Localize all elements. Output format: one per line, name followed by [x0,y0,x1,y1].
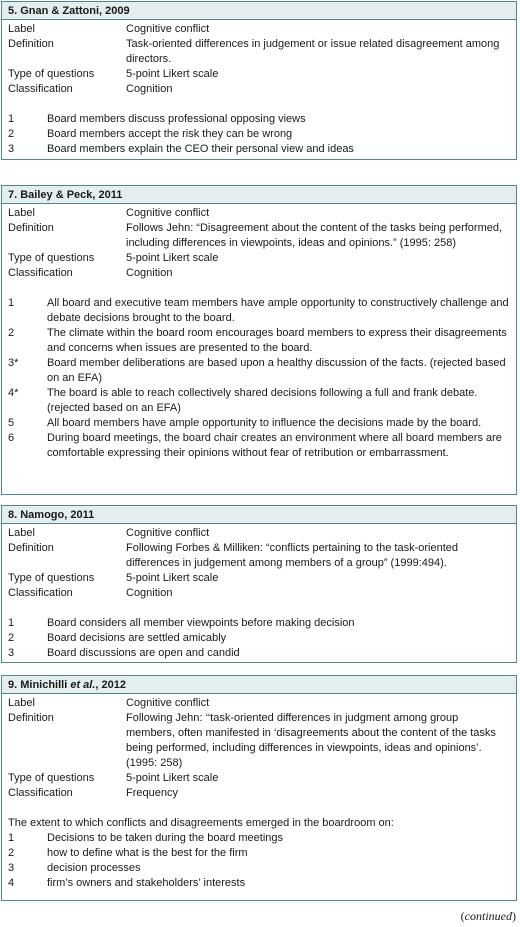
section-namogo [1,505,517,663]
field-type-of-questions: Type of questions 5-point Likert scale [8,772,219,784]
list-item: 1 Board members discuss professional opposing views [8,113,306,125]
list-item: 1 Board considers all member viewpoints before making decision [8,617,355,629]
list-item: 3 decision processes [8,862,141,874]
field-label: Label Cognitive conflict [8,527,210,539]
field-type-of-questions: Type of questions 5-point Likert scale [8,68,219,80]
section-bailey-peck [1,185,517,495]
field-type-of-questions: Type of questions 5-point Likert scale [8,572,219,584]
field-definition: Definition Following Jehn: ‘‘task-oriented differences in judgment among group members, often manifested in ‘disagreements about the content of the tasks being performed, including differences in viewpoints, ideas and opinions’. (1995: 258) [8,712,496,769]
field-definition: Definition Following Forbes & Milliken: “conflicts pertaining to the task-oriented differences in judgement among members of a group” (1999:494). [8,542,458,569]
list-intro: The extent to which conflicts and disagreements emerged in the boardroom on: [8,817,394,829]
section-title: 8. Namogo, 2011 [2,506,516,524]
field-label: Label Cognitive conflict [8,23,210,35]
list-item: 2 how to define what is the best for the firm [8,847,248,859]
field-classification: Classification Frequency [8,787,178,799]
list-item: 2 The climate within the board room encourages board members to express their disagreements and concerns when issues are presented to the board. [8,327,507,354]
list-item: 3 Board discussions are open and candid [8,647,240,659]
field-classification: Classification Cognition [8,267,173,279]
list-item: 4* The board is able to reach collectively shared decisions following a full and frank debate. (rejected based on an EFA) [8,387,478,414]
field-label: Label Cognitive conflict [8,697,210,709]
list-item: 3 Board members explain the CEO their personal view and ideas [8,143,354,155]
list-item: 6 During board meetings, the board chair creates an environment where all board members are comfortable expressing their opinions without fear of retribution or embarrassment. [8,432,502,459]
list-item: 5 All board members have ample opportunity to influence the decisions made by the board. [8,417,482,429]
section-minichilli [1,675,517,901]
field-classification: Classification Cognition [8,587,173,599]
list-item: 4 firm’s owners and stakeholders’ interests [8,877,246,889]
section-gnan-zattoni [1,1,517,160]
field-definition: Definition Task-oriented differences in judgement or issue related disagreement among directors. [8,38,500,65]
continued-note: (continued) [460,909,516,923]
list-item: 1 Decisions to be taken during the board meetings [8,832,284,844]
list-item: 1 All board and executive team members have ample opportunity to constructively challenge and debate decisions brought to the board. [8,297,509,324]
field-label: Label Cognitive conflict [8,207,210,219]
section-title: 7. Bailey & Peck, 2011 [2,186,516,204]
list-item: 2 Board decisions are settled amicably [8,632,227,644]
list-item: 3* Board member deliberations are based upon a healthy discussion of the facts. (rejected based on an EFA) [8,357,506,384]
field-definition: Definition Follows Jehn: “Disagreement about the content of the tasks being performed, including differences in viewpoints, ideas and opinions.” (1995: 258) [8,222,503,249]
field-type-of-questions: Type of questions 5-point Likert scale [8,252,219,264]
section-title: 9. Minichilli et al., 2012 [2,676,516,694]
section-title: 5. Gnan & Zattoni, 2009 [2,2,516,20]
field-classification: Classification Cognition [8,83,173,95]
list-item: 2 Board members accept the risk they can be wrong [8,128,293,140]
